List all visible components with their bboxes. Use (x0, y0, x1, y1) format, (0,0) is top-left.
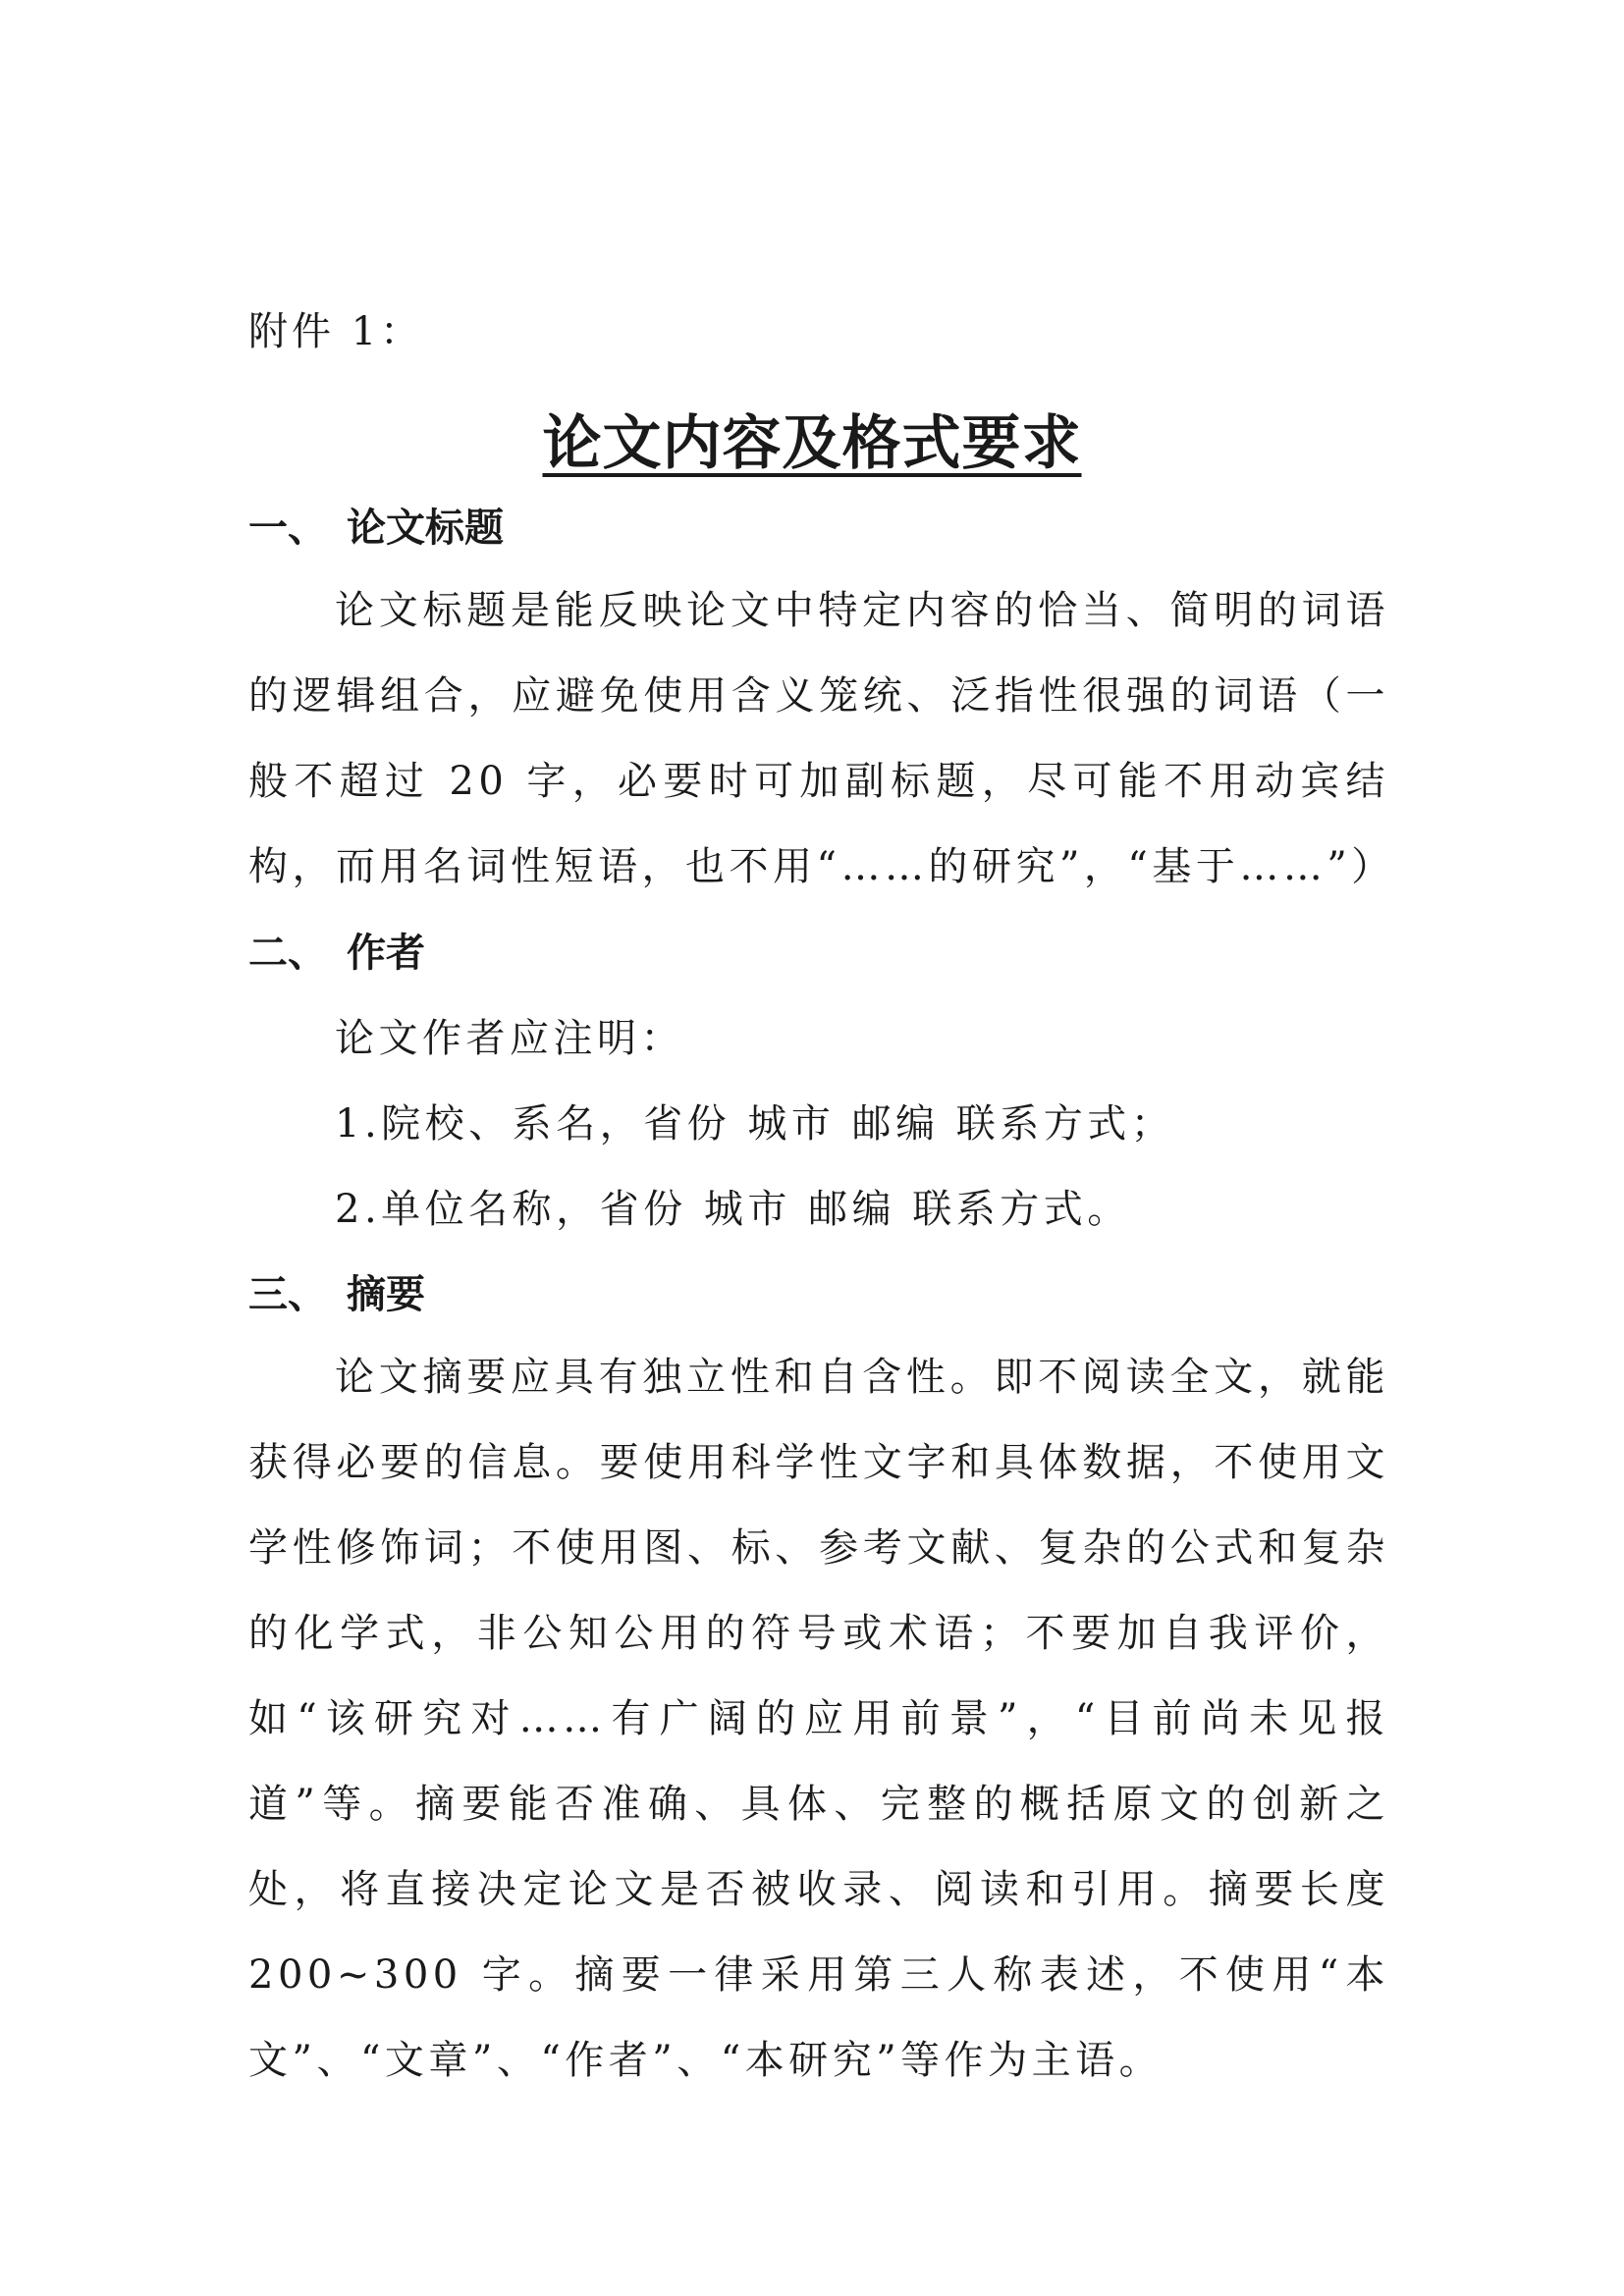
document-title (0, 404, 1624, 483)
section-heading-text: 作者 (347, 931, 425, 976)
author-intro: 论文作者应注明： (335, 1016, 684, 1061)
section-heading-text: 论文标题 (347, 506, 504, 551)
section-number: 三、 (248, 1272, 327, 1317)
section-number: 二、 (248, 931, 327, 976)
author-item-1: 1.院校、系名，省份 城市 邮编 联系方式； (335, 1101, 1175, 1147)
section-paragraph-title: 论文标题是能反映论文中特定内容的恰当、简明的词语的逻辑组合，应避免使用含义笼统、泛指性很强的词语（一般不超过 20 字，必要时可加副标题，尽可能不用动宾结构，而用名词性短语，也不用“……的研究”，“基于……”） (248, 588, 1395, 889)
section-heading-author (248, 926, 425, 981)
section-heading-abstract (248, 1267, 425, 1322)
section-heading-text: 摘要 (347, 1272, 425, 1317)
section-number: 一、 (248, 506, 327, 551)
document-title-text: 论文内容及格式要求 (542, 409, 1082, 478)
section-heading-title (248, 501, 504, 556)
section-paragraph-abstract: 论文摘要应具有独立性和自含性。即不阅读全文，就能获得必要的信息。要使用科学性文字和具体数据，不使用文学性修饰词；不使用图、标、参考文献、复杂的公式和复杂的化学式，非公知公用的符号或术语；不要加自我评价，如“该研究对……有广阔的应用前景”，“目前尚未见报道”等。摘要能否准确、具体、完整的概括原文的创新之处，将直接决定论文是否被收录、阅读和引用。摘要长度 200~300 字。摘要一律采用第三人称表述，不使用“本文”、“文章”、“作者”、“本研究”等作为主语。 (248, 1355, 1389, 2083)
attachment-label: 附件 1： (248, 309, 424, 354)
author-item-2: 2.单位名称，省份 城市 邮编 联系方式。 (335, 1187, 1131, 1232)
